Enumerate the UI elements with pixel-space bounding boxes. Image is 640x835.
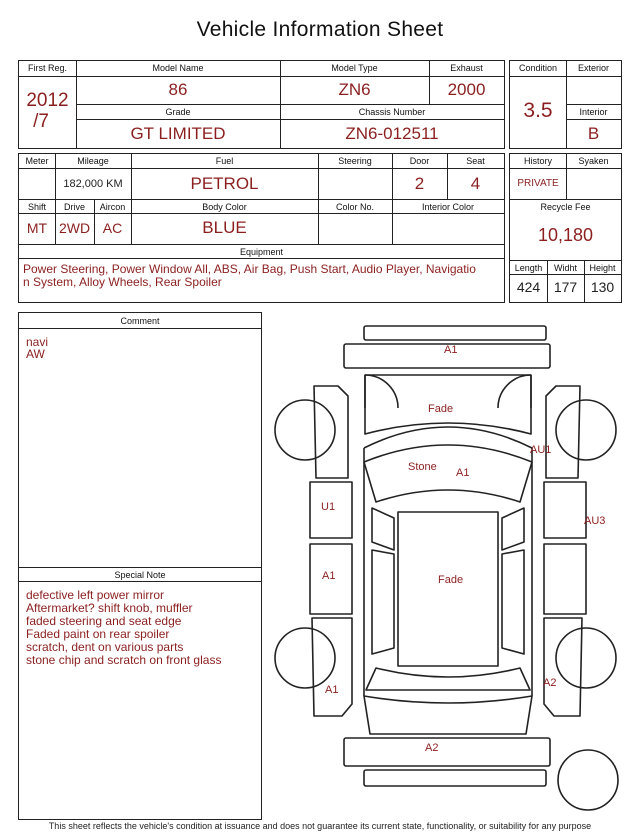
model-name-label: Model Name (152, 63, 204, 73)
mileage-value: 182,000 KM (63, 178, 123, 190)
sheet-title: Vehicle Information Sheet (196, 18, 444, 41)
comment-line: navi (26, 335, 49, 349)
seat-value: 4 (470, 174, 481, 193)
damage-left-rear-quarter: A1 (325, 684, 339, 696)
damage-left-rear-door: A1 (322, 570, 336, 582)
history-table (509, 153, 622, 303)
car-damage-diagram (268, 318, 626, 818)
notes-panel (18, 312, 262, 820)
first-reg-month: /7 (33, 111, 49, 132)
height-label: Height (589, 263, 616, 273)
chassis-label: Chassis Number (358, 107, 426, 117)
comment-label: Comment (120, 316, 160, 326)
special-note-line: scratch, dent on various parts (26, 640, 184, 654)
history-value: PRIVATE (517, 178, 559, 189)
damage-right-rear-quarter: A2 (543, 677, 557, 689)
damage-roof: Fade (438, 574, 464, 586)
condition-label: Condition (518, 63, 558, 73)
exhaust-label: Exhaust (450, 63, 483, 73)
drive-value: 2WD (58, 220, 91, 236)
color-no-label: Color No. (335, 202, 374, 212)
length-value: 424 (516, 279, 541, 295)
special-note-line: Aftermarket? shift knob, muffler (26, 601, 193, 615)
grade-value: GT LIMITED (130, 124, 226, 143)
equipment-line-1: Power Steering, Power Window All, ABS, Air Bag, Push Start, Audio Player, Navigatio (23, 262, 476, 276)
damage-left-front-door: U1 (321, 501, 336, 513)
condition-table (509, 60, 622, 149)
steering-label: Steering (338, 156, 372, 166)
width-value: 177 (553, 279, 578, 295)
chassis-value: ZN6-012511 (345, 124, 439, 143)
damage-right-side: AU3 (584, 515, 606, 527)
drive-label: Drive (63, 202, 85, 212)
model-type-label: Model Type (331, 63, 378, 73)
door-value: 2 (414, 174, 425, 193)
body-color-value: BLUE (202, 218, 247, 237)
seat-label: Seat (466, 156, 485, 166)
damage-rear-bumper: A2 (425, 742, 439, 754)
interior-color-label: Interior Color (421, 202, 475, 212)
model-name-value: 86 (168, 80, 188, 99)
fuel-label: Fuel (215, 156, 234, 166)
syaken-label: Syaken (578, 156, 609, 166)
shift-label: Shift (27, 202, 46, 212)
disclaimer-footer: This sheet reflects the vehicle's condition at issuance and does not guarantee its current state, functionality, or suitability for any purpose (48, 821, 592, 831)
model-info-table (18, 60, 505, 149)
special-note-line: Faded paint on rear spoiler (26, 627, 170, 641)
length-label: Length (514, 263, 543, 273)
special-note-line: faded steering and seat edge (26, 614, 182, 628)
damage-windshield: A1 (456, 467, 470, 479)
grade-label: Grade (165, 107, 191, 117)
width-label: Widht (553, 263, 577, 273)
equipment-label: Equipment (239, 247, 284, 257)
model-type-value: ZN6 (338, 80, 371, 99)
damage-hood: Fade (428, 403, 454, 415)
damage-front-bumper: A1 (444, 344, 458, 356)
first-reg-label: First Reg. (27, 63, 67, 73)
vehicle-spec-table (18, 153, 505, 303)
exterior-label: Exterior (577, 63, 609, 73)
height-value: 130 (590, 279, 615, 295)
mileage-label: Mileage (77, 156, 109, 166)
aircon-label: Aircon (99, 202, 126, 212)
recycle-fee-label: Recycle Fee (540, 202, 591, 212)
aircon-value: AC (102, 220, 123, 236)
special-note-label: Special Note (114, 570, 166, 580)
shift-value: MT (26, 220, 48, 236)
equipment-line-2: n System, Alloy Wheels, Rear Spoiler (23, 275, 222, 289)
damage-right-fender: AU1 (530, 444, 552, 456)
comment-line: AW (26, 347, 45, 361)
first-reg-year: 2012 (26, 90, 69, 111)
condition-value: 3.5 (523, 99, 553, 122)
interior-label: Interior (579, 107, 608, 117)
door-label: Door (409, 156, 430, 166)
exhaust-value: 2000 (447, 80, 486, 99)
interior-value: B (587, 124, 600, 143)
history-label: History (523, 156, 552, 166)
recycle-fee-value: 10,180 (537, 225, 594, 245)
special-note-line: defective left power mirror (26, 588, 165, 602)
damage-windshield-note: Stone (408, 461, 437, 473)
meter-label: Meter (25, 156, 49, 166)
special-note-line: stone chip and scratch on front glass (26, 653, 222, 667)
fuel-value: PETROL (190, 174, 259, 193)
body-color-label: Body Color (202, 202, 247, 212)
